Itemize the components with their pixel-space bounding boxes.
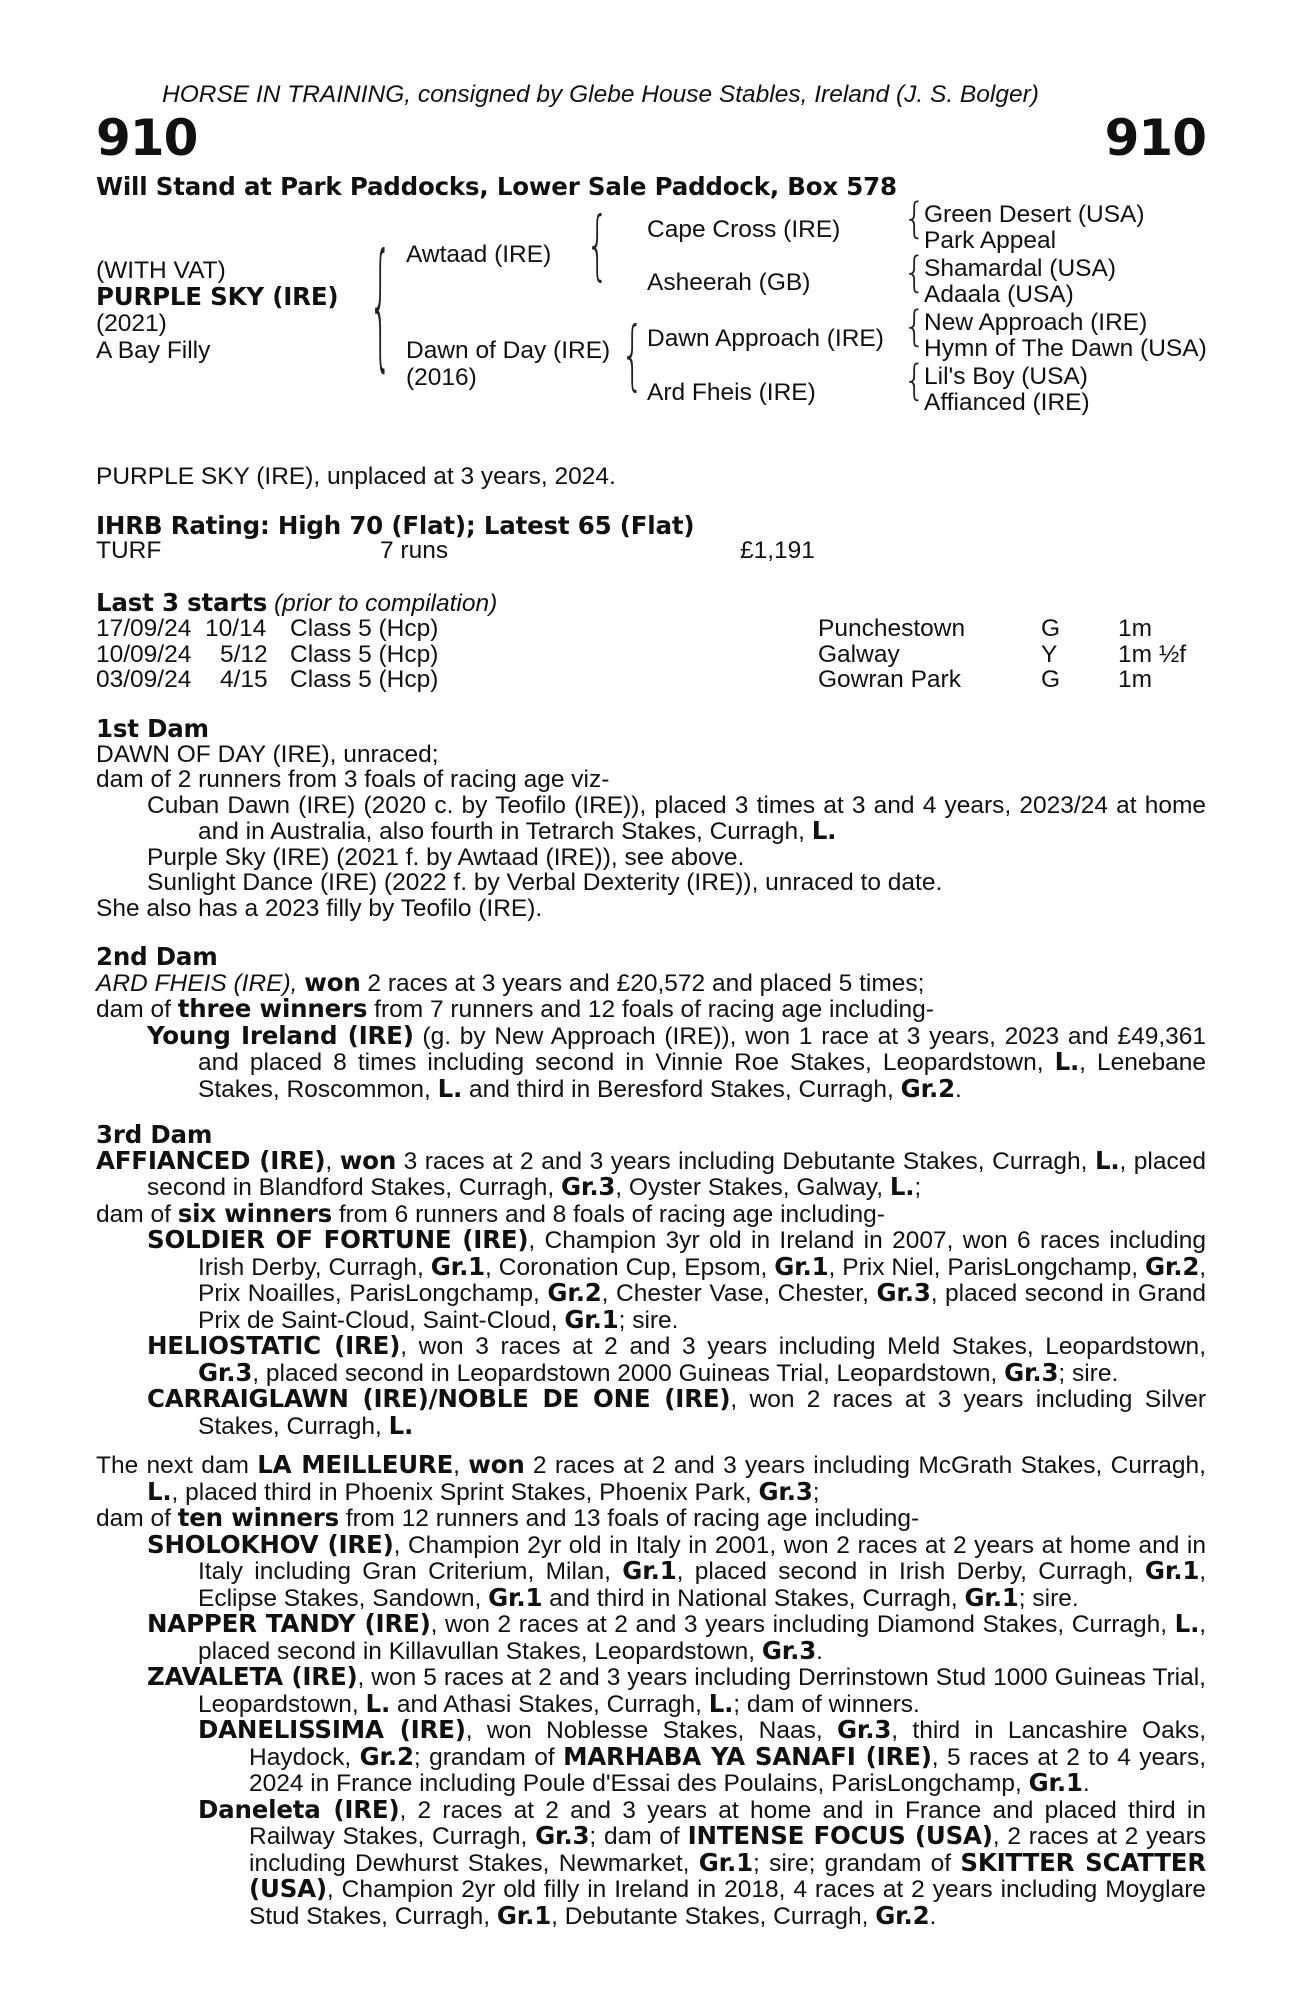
brace-main: { <box>369 227 392 387</box>
horse-year: (2021) <box>96 310 167 337</box>
sire-dam: Asheerah (GB) <box>647 269 811 296</box>
start-course: Punchestown <box>818 615 966 642</box>
gen3-1: Green Desert (USA) <box>924 201 1145 228</box>
start-going: Y <box>1041 640 1058 668</box>
next-dam-section <box>96 1452 1206 1929</box>
start-going: G <box>1041 615 1061 642</box>
start-position: 10/14 <box>205 615 267 642</box>
third-dam-line: AFFIANCED (IRE), won 3 races at 2 and 3 years including Debutante Stakes, Curragh, L., placed second in Blandford Stakes, Curragh, Gr.3, Oyster Stakes, Galway, L.; <box>96 1145 1206 1201</box>
third-dam-section <box>96 1122 1206 1439</box>
produce-entry: Purple Sky (IRE) (2021 f. by Awtaad (IRE)), see above. <box>147 843 745 871</box>
start-distance: 1m ½f <box>1118 640 1187 668</box>
first-dam-heading: 1st Dam <box>96 714 209 743</box>
first-dam-line: DAWN OF DAY (IRE), unraced; <box>96 740 439 768</box>
third-dam-line: dam of six winners from 6 runners and 8 foals of racing age including- <box>96 1198 885 1228</box>
rating-surface: TURF <box>96 537 162 564</box>
gen3-5: New Approach (IRE) <box>924 309 1148 336</box>
rating-runs: 7 runs <box>380 537 449 564</box>
start-row <box>96 616 1206 642</box>
third-dam-heading: 3rd Dam <box>96 1120 213 1149</box>
produce-entry: ZAVALETA (IRE), won 5 races at 2 and 3 years including Derrinstown Stud 1000 Guineas Trial, Leopardstown, L. and Athasi Stakes, Curragh, L.; dam of winners. <box>147 1662 1206 1718</box>
start-position: 4/15 <box>220 666 268 693</box>
brace-g3: { <box>903 302 926 352</box>
produce-entry: HELIOSTATIC (IRE), won 3 races at 2 and 3 years including Meld Stakes, Leopardstown, Gr.3, placed second in Leopardstown 2000 Guineas Trial, Leopardstown, Gr.3; sire. <box>147 1331 1206 1387</box>
last-starts-table <box>96 616 1206 693</box>
start-course: Gowran Park <box>818 666 961 693</box>
brace-g4: { <box>903 356 926 406</box>
dam-sire: Dawn Approach (IRE) <box>647 325 884 352</box>
brace-dam: { <box>621 312 644 400</box>
gen3-7: Lil's Boy (USA) <box>924 363 1088 390</box>
sire-sire: Cape Cross (IRE) <box>647 216 841 243</box>
produce-entry: Daneleta (IRE), 2 races at 2 and 3 years at home and in France and placed third in Railway Stakes, Curragh, Gr.3; dam of INTENSE FOCUS (USA), 2 races at 2 years including Dewhurst Stakes, Newmarket, Gr.1; sire; grandam of SKITTER SCATTER (USA), Champion 2yr old filly in Ireland in 2018, 4 races at 2 years including Moyglare Stud Stakes, Curragh, Gr.1, Debutante Stakes, Curragh, Gr.2. <box>198 1794 1207 1930</box>
start-class: Class 5 (Hcp) <box>290 666 439 693</box>
gen3-2: Park Appeal <box>924 227 1057 254</box>
brace-sire: { <box>586 202 609 290</box>
last-starts-note: (prior to compilation) <box>273 590 498 617</box>
second-dam-line: dam of three winners from 7 runners and 12 foals of racing age including- <box>96 994 934 1023</box>
lot-number-right: 910 <box>1104 109 1206 167</box>
start-position: 5/12 <box>220 640 268 668</box>
second-dam-line: ARD FHEIS (IRE), won 2 races at 3 years and £20,572 and placed 5 times; <box>96 967 925 997</box>
first-dam-line: dam of 2 runners from 3 foals of racing age viz- <box>96 766 610 793</box>
next-dam-line: The next dam LA MEILLEURE, won 2 races at 2 and 3 years including McGrath Stakes, Curragh, L., placed third in Phoenix Sprint Stakes, Phoenix Park, Gr.3; <box>96 1450 1206 1506</box>
start-class: Class 5 (Hcp) <box>290 640 439 668</box>
start-course: Galway <box>818 640 900 668</box>
produce-entry: SOLDIER OF FORTUNE (IRE), Champion 3yr old in Ireland in 2007, won 6 races including Irish Derby, Curragh, Gr.1, Coronation Cup, Epsom, Gr.1, Prix Niel, ParisLongchamp, Gr.2, Prix Noailles, ParisLongchamp, Gr.2, Chester Vase, Chester, Gr.3, placed second in Grand Prix de Saint-Cloud, Saint-Cloud, Gr.1; sire. <box>147 1225 1207 1334</box>
gen3-4: Adaala (USA) <box>924 281 1074 308</box>
vat-label: (WITH VAT) <box>96 257 226 284</box>
catalogue-page <box>96 0 1206 2000</box>
second-dam-heading: 2nd Dam <box>96 942 218 971</box>
next-dam-line: dam of ten winners from 12 runners and 13 foals of racing age including- <box>96 1503 920 1532</box>
dam-year: (2016) <box>406 364 477 391</box>
last-starts-heading <box>96 590 497 617</box>
sire-name: Awtaad (IRE) <box>406 241 552 268</box>
last-starts-title: Last 3 starts <box>96 588 268 617</box>
first-dam-line: She also has a 2023 filly by Teofilo (IRE). <box>96 894 543 922</box>
produce-entry: DANELISSIMA (IRE), won Noblesse Stakes, Naas, Gr.3, third in Lancashire Oaks, Haydock, Gr.2; grandam of MARHABA YA SANAFI (IRE), 5 races at 2 to 4 years, 2024 in France including Poule d'Essai des Poulains, ParisLongchamp, Gr.1. <box>198 1715 1207 1797</box>
second-dam-section <box>96 944 1206 1102</box>
start-row <box>96 642 1206 668</box>
rating-title: IHRB Rating: High 70 (Flat); Latest 65 (Flat) <box>96 511 695 540</box>
start-row <box>96 667 1206 693</box>
produce-entry: Young Ireland (IRE) (g. by New Approach (IRE)), won 1 race at 3 years, 2023 and £49,361 and placed 8 times including second in Vinnie Roe Stakes, Leopardstown, L., Lenebane Stakes, Roscommon, L. and third in Beresford Stakes, Curragh, Gr.2. <box>147 1020 1207 1103</box>
lot-number-left: 910 <box>96 109 198 167</box>
start-distance: 1m <box>1118 615 1153 642</box>
first-dam-section <box>96 716 1206 921</box>
consignment-line: HORSE IN TRAINING, consigned by Glebe House Stables, Ireland (J. S. Bolger) <box>162 81 1039 108</box>
produce-entry: Cuban Dawn (IRE) (2020 c. by Teofilo (IRE)), placed 3 times at 3 and 4 years, 2023/24 at home and in Australia, also fourth in Tetrarch Stakes, Curragh, L. <box>147 791 1206 845</box>
start-date: 03/09/24 <box>96 666 192 693</box>
start-date: 17/09/24 <box>96 615 192 642</box>
dam-name: Dawn of Day (IRE) <box>406 337 611 364</box>
rating-earnings: £1,191 <box>740 537 815 564</box>
start-date: 10/09/24 <box>96 640 192 668</box>
gen3-3: Shamardal (USA) <box>924 255 1116 282</box>
gen3-6: Hymn of The Dawn (USA) <box>924 335 1207 362</box>
produce-entry: CARRAIGLAWN (IRE)/NOBLE DE ONE (IRE), won 2 races at 3 years including Silver Stakes, Curragh, L. <box>147 1384 1206 1440</box>
produce-entry: Sunlight Dance (IRE) (2022 f. by Verbal Dexterity (IRE)), unraced to date. <box>147 869 943 896</box>
start-distance: 1m <box>1118 666 1153 693</box>
horse-description: A Bay Filly <box>96 337 211 364</box>
race-summary: PURPLE SKY (IRE), unplaced at 3 years, 2024. <box>96 463 616 490</box>
start-going: G <box>1041 666 1061 693</box>
produce-entry: NAPPER TANDY (IRE), won 2 races at 2 and 3 years including Diamond Stakes, Curragh, L., placed second in Killavullan Stakes, Leopardstown, Gr.3. <box>147 1609 1206 1665</box>
stable-location: Will Stand at Park Paddocks, Lower Sale Paddock, Box 578 <box>96 172 897 201</box>
gen3-8: Affianced (IRE) <box>924 389 1090 416</box>
brace-g2: { <box>903 248 926 298</box>
brace-g1: { <box>903 194 926 244</box>
dam-dam: Ard Fheis (IRE) <box>647 379 816 406</box>
start-class: Class 5 (Hcp) <box>290 615 439 642</box>
produce-entry: SHOLOKHOV (IRE), Champion 2yr old in Italy in 2001, won 2 races at 2 years at home and in Italy including Gran Criterium, Milan, Gr.1, placed second in Irish Derby, Curragh, Gr.1, Eclipse Stakes, Sandown, Gr.1 and third in National Stakes, Curragh, Gr.1; sire. <box>147 1529 1206 1612</box>
horse-name: PURPLE SKY (IRE) <box>96 282 339 311</box>
